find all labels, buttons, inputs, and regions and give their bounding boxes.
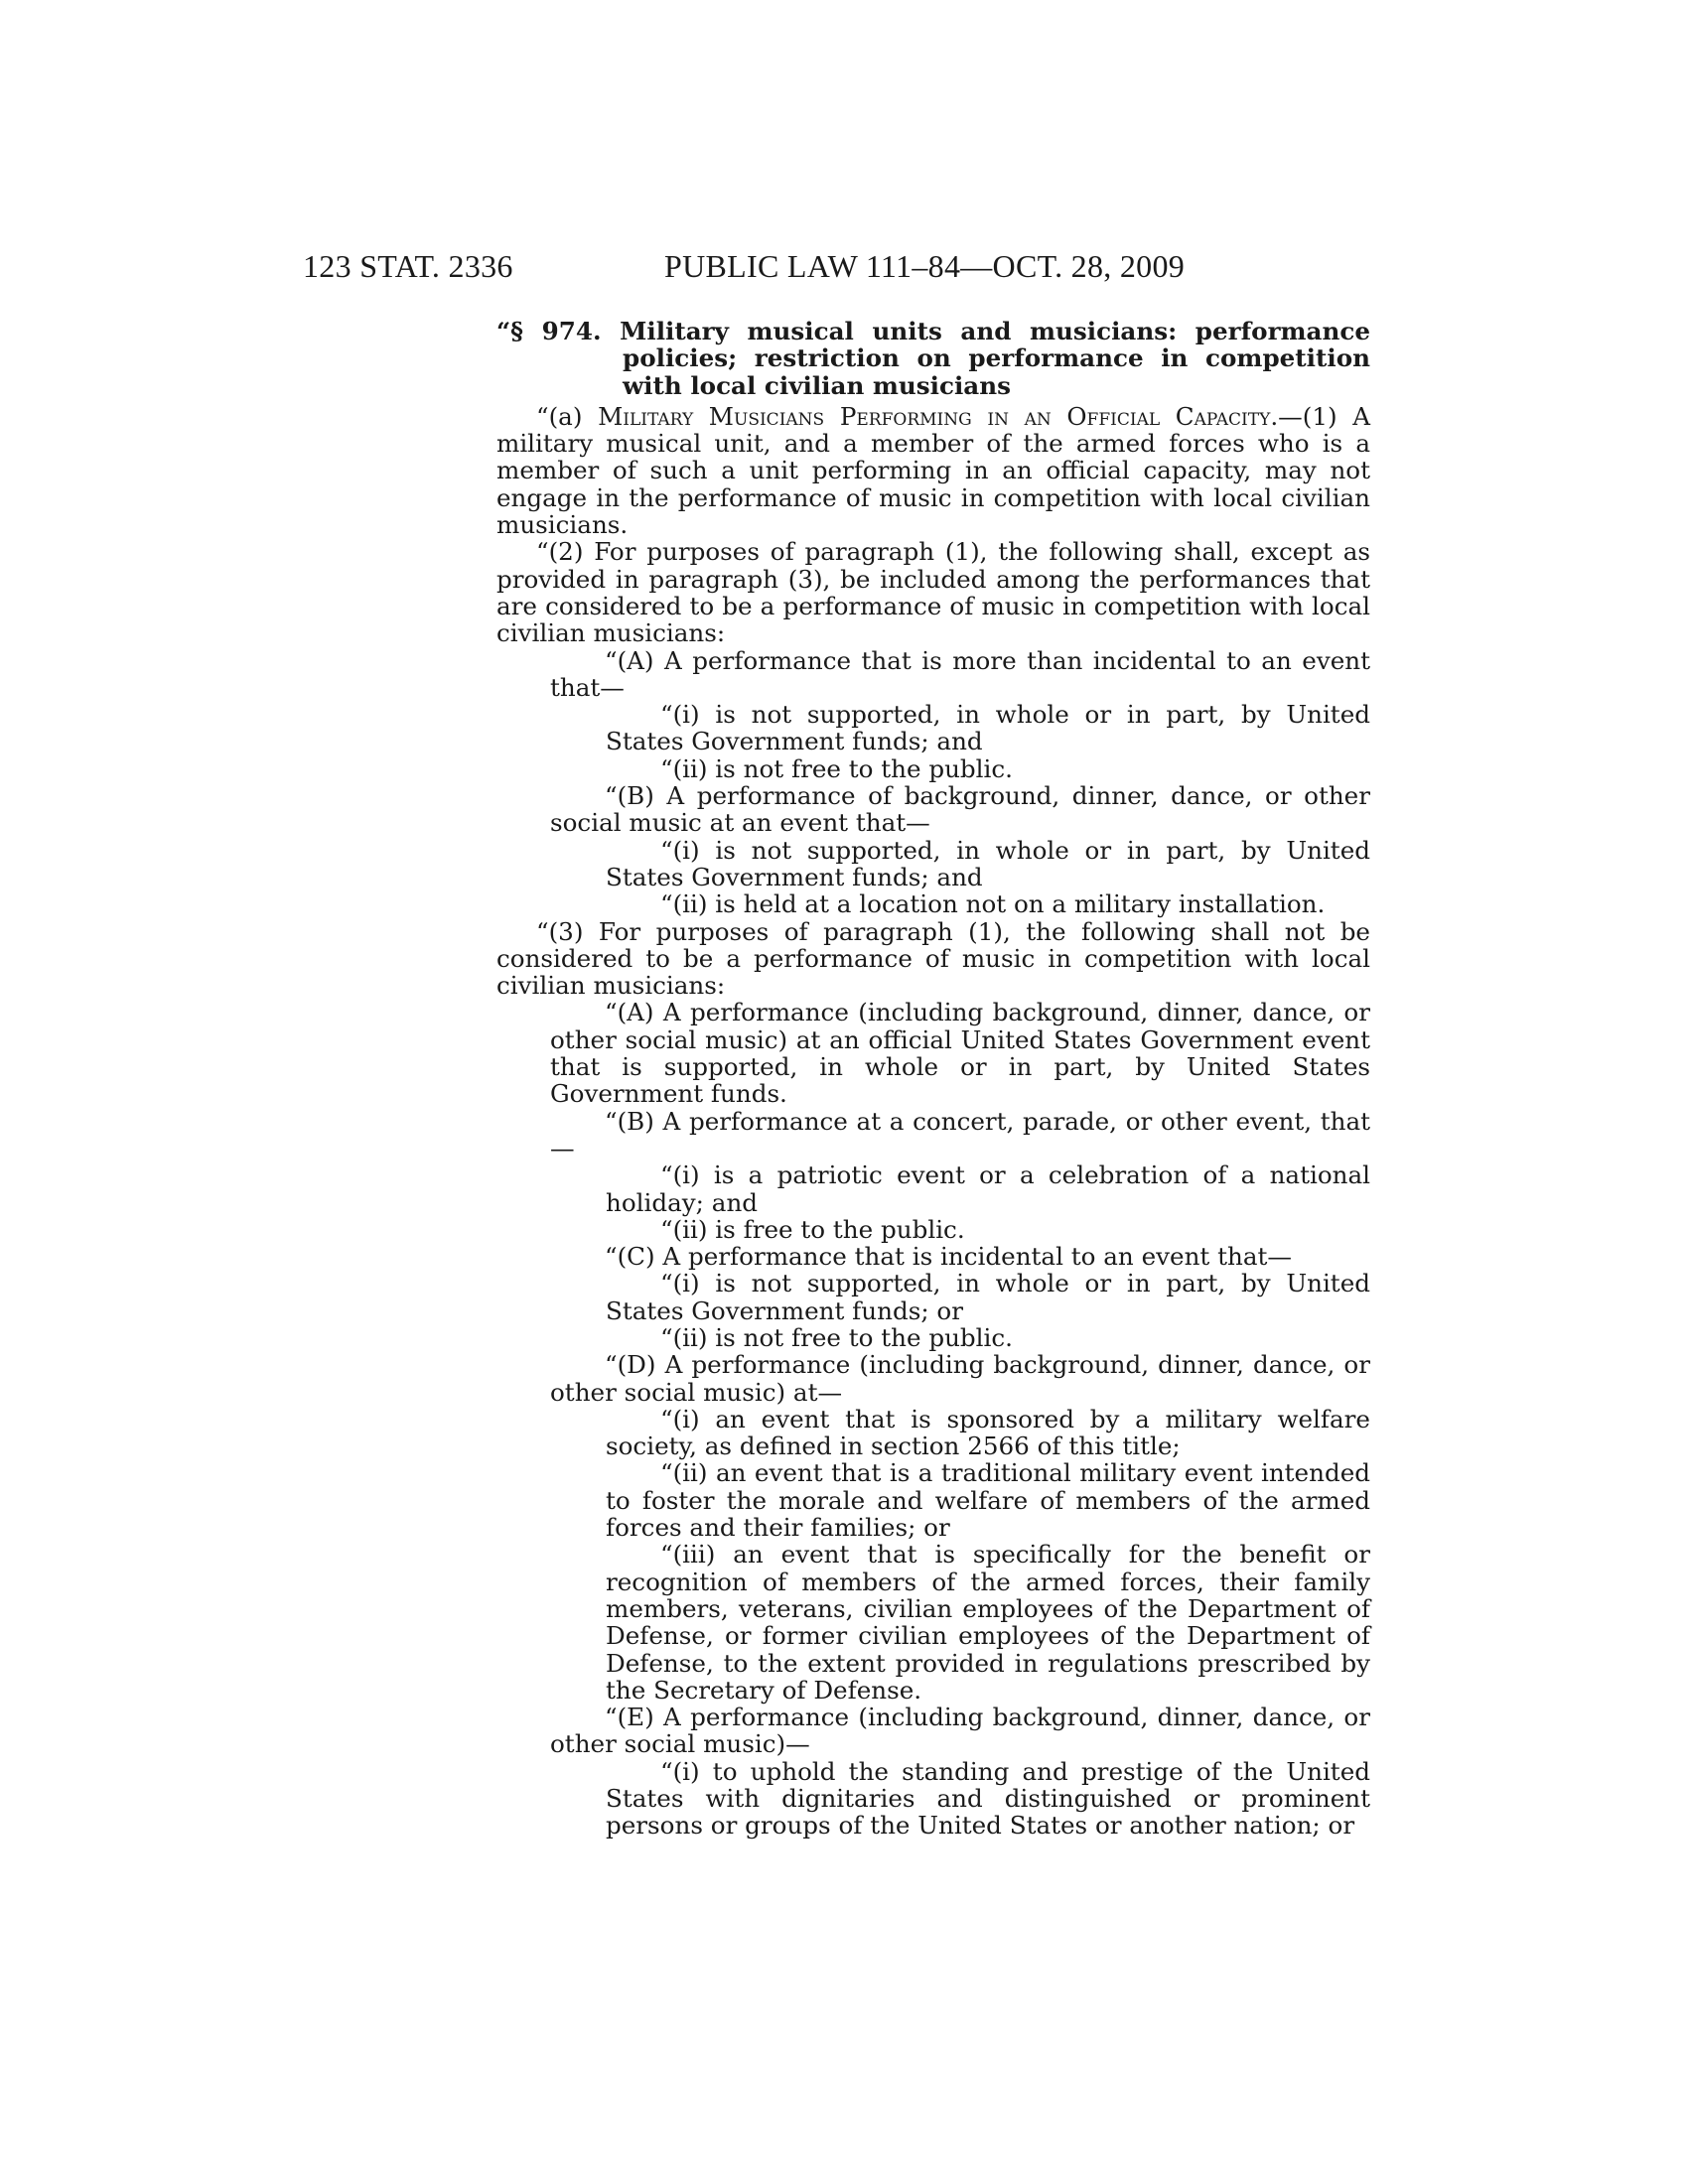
- subsection-a: [496, 403, 1370, 538]
- paragraph: “(B) A performance of background, dinner, dance, or other social music at an event that—: [550, 781, 1370, 838]
- paragraph: “(i) is a patriotic event or a celebration of a national holiday; and: [606, 1160, 1370, 1217]
- paragraph: “(i) is not supported, in whole or in part, by United States Government funds; and: [606, 700, 1370, 756]
- paragraph: “(2) For purposes of paragraph (1), the following shall, except as provided in paragraph (3), be included among the performances that are considered to be a performance of music in competition with local civilian musicians:: [496, 537, 1370, 648]
- paragraph: “(i) to uphold the standing and prestige of the United States with dignitaries and distinguished or prominent persons or groups of the United States or another nation; or: [606, 1756, 1370, 1841]
- section-heading: “§ 974. Military musical units and musicians: performance policies; restriction on performance in competition with local civilian musicians: [496, 317, 1370, 400]
- page-number: 123 STAT. 2336: [303, 248, 513, 284]
- paragraph: “(C) A performance that is incidental to an event that—: [605, 1242, 1292, 1272]
- subsection-a-lead: “(a): [536, 401, 599, 431]
- document-body: [496, 318, 1370, 1840]
- running-title: PUBLIC LAW 111–84—OCT. 28, 2009: [664, 248, 1186, 284]
- paragraph: “(E) A performance (including background, dinner, dance, or other social music)—: [550, 1703, 1370, 1759]
- paragraph: “(A) A performance (including background, dinner, dance, or other social music) at an official United States Government event that is supported, in whole or in part, by United States Government funds.: [550, 998, 1370, 1109]
- paragraph: “(iii) an event that is specifically for the benefit or recognition of members of the armed forces, their family members, veterans, civilian employees of the Department of Defense, or former civilian employees of the Department of Defense, to the extent provided in regulations prescribed by the Secretary of Defense.: [606, 1540, 1370, 1705]
- paragraph: “(i) an event that is sponsored by a military welfare society, as defined in section 2566 of this title;: [606, 1404, 1370, 1461]
- subsection-a-text: .—(1) A military musical unit, and a member of the armed forces who is a member of such a unit performing in an official capacity, may not engage in the performance of music in competition with local civilian musicians.: [496, 401, 1370, 540]
- paragraph: “(3) For purposes of paragraph (1), the following shall not be considered to be a performance of music in competition with local civilian musicians:: [496, 916, 1370, 1001]
- paragraph: “(ii) an event that is a traditional military event intended to foster the morale and welfare of members of the armed forces and their families; or: [606, 1458, 1370, 1543]
- paragraph: “(D) A performance (including background, dinner, dance, or other social music) at—: [550, 1350, 1370, 1407]
- page-header: [303, 246, 1370, 286]
- paragraph: “(A) A performance that is more than incidental to an event that—: [550, 645, 1370, 702]
- paragraph: “(ii) is free to the public.: [660, 1214, 965, 1244]
- paragraph: “(ii) is not free to the public.: [660, 753, 1014, 783]
- paragraph: “(i) is not supported, in whole or in part, by United States Government funds; and: [606, 835, 1370, 891]
- paragraph: “(ii) is held at a location not on a military installation.: [660, 889, 1326, 919]
- subsection-a-caption: Military Musicians Performing in an Official Capacity: [598, 401, 1271, 431]
- paragraph: “(B) A performance at a concert, parade, or other event, that—: [550, 1106, 1370, 1162]
- paragraph: “(ii) is not free to the public.: [660, 1322, 1014, 1352]
- paragraph: “(i) is not supported, in whole or in part, by United States Government funds; or: [606, 1269, 1370, 1325]
